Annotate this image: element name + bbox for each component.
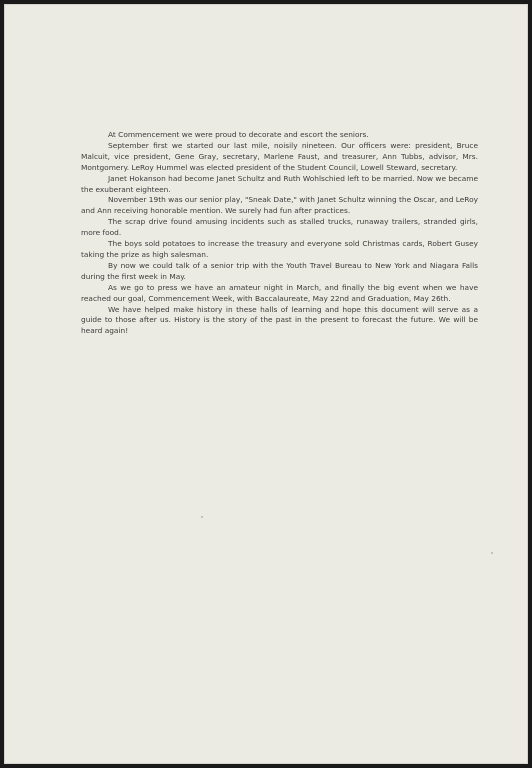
paragraph-closing: We have helped make history in these halls of learning and hope this document will serve as a guide to those after us. History is the story of the past in the present to forecast the future. We will be heard again! <box>81 304 478 336</box>
paper-speck <box>491 552 493 554</box>
document-page <box>4 4 528 764</box>
document-text <box>81 130 478 337</box>
paragraph-marriages: Janet Hokanson had become Janet Schultz and Ruth Wohlschied left to be married. Now we became the exuberant eighteen. <box>81 173 478 194</box>
paragraph-senior-trip: By now we could talk of a senior trip with the Youth Travel Bureau to New York and Niagara Falls during the first week in May. <box>81 260 478 281</box>
paragraph-senior-play: November 19th was our senior play, "Sneak Date," with Janet Schultz winning the Oscar, and LeRoy and Ann receiving honorable mention. We surely had fun after practices. <box>81 195 478 216</box>
paragraph-upcoming-events: As we go to press we have an amateur night in March, and finally the big event when we have reached our goal, Commencement Week, with Baccalaureate, May 22nd and Graduation, May 26th. <box>81 282 478 303</box>
paragraph-officers: September first we started our last mile, noisily nineteen. Our officers were: president, Bruce Malcuit, vice president, Gene Gray, secretary, Marlene Faust, and treasurer, Ann Tubbs, advisor, Mrs. Montgomery. LeRoy Hummel was elected president of the Student Council, Lowell Steward, secretary. <box>81 140 478 172</box>
paragraph-commencement: At Commencement we were proud to decorate and escort the seniors. <box>108 130 369 139</box>
paper-speck <box>201 516 203 518</box>
paragraph-scrap-drive: The scrap drive found amusing incidents such as stalled trucks, runaway trailers, stranded girls, more food. <box>81 217 478 238</box>
paragraph-fundraising: The boys sold potatoes to increase the treasury and everyone sold Christmas cards, Robert Gusey taking the prize as high salesman. <box>81 239 478 259</box>
